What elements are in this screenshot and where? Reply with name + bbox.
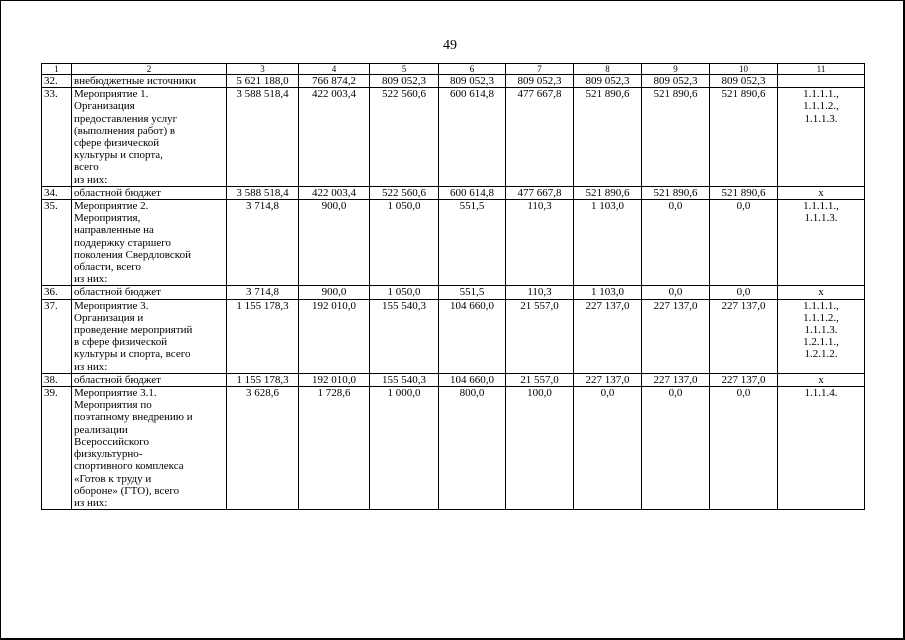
target-reference-cell: 1.1.1.1., 1.1.1.2., 1.1.1.3. 1.2.1.1., 1.2.1.2.	[778, 299, 865, 373]
table-row	[42, 88, 865, 187]
amount-cell: 521 890,6	[710, 88, 778, 187]
amount-cell: 227 137,0	[574, 299, 642, 373]
column-header: 8	[574, 64, 642, 75]
item-name-cell: Мероприятие 2. Мероприятия, направленные на поддержку старшего поколения Свердловской области, всего из них:	[72, 200, 227, 286]
column-header: 1	[42, 64, 72, 75]
amount-cell: 522 560,6	[370, 88, 439, 187]
amount-cell: 900,0	[299, 200, 370, 286]
page-border-top	[0, 0, 905, 1]
column-header: 9	[642, 64, 710, 75]
column-header: 5	[370, 64, 439, 75]
amount-cell: 3 714,8	[227, 286, 299, 299]
row-number-cell: 39.	[42, 387, 72, 510]
amount-cell: 0,0	[574, 387, 642, 510]
amount-cell: 521 890,6	[574, 88, 642, 187]
table-body	[42, 75, 865, 510]
amount-cell: 1 728,6	[299, 387, 370, 510]
amount-cell: 100,0	[506, 387, 574, 510]
amount-cell: 1 103,0	[574, 200, 642, 286]
amount-cell: 3 628,6	[227, 387, 299, 510]
amount-cell: 809 052,3	[574, 75, 642, 88]
amount-cell: 0,0	[710, 286, 778, 299]
amount-cell: 600 614,8	[439, 88, 506, 187]
row-number-cell: 33.	[42, 88, 72, 187]
amount-cell: 21 557,0	[506, 299, 574, 373]
item-name-cell: областной бюджет	[72, 186, 227, 199]
amount-cell: 809 052,3	[439, 75, 506, 88]
amount-cell: 766 874,2	[299, 75, 370, 88]
table-row	[42, 200, 865, 286]
amount-cell: 521 890,6	[642, 88, 710, 187]
target-reference-cell: x	[778, 373, 865, 386]
amount-cell: 1 155 178,3	[227, 373, 299, 386]
row-number-cell: 36.	[42, 286, 72, 299]
amount-cell: 1 103,0	[574, 286, 642, 299]
table-row	[42, 387, 865, 510]
amount-cell: 0,0	[642, 286, 710, 299]
table-row	[42, 286, 865, 299]
table-row	[42, 186, 865, 199]
row-number-cell: 34.	[42, 186, 72, 199]
amount-cell: 0,0	[642, 387, 710, 510]
column-header: 4	[299, 64, 370, 75]
target-reference-cell: 1.1.1.1., 1.1.1.2., 1.1.1.3.	[778, 88, 865, 187]
target-reference-cell	[778, 75, 865, 88]
amount-cell: 227 137,0	[710, 299, 778, 373]
item-name-cell: Мероприятие 1. Организация предоставления услуг (выполнения работ) в сфере физической культуры и спорта, всего из них:	[72, 88, 227, 187]
amount-cell: 21 557,0	[506, 373, 574, 386]
amount-cell: 110,3	[506, 286, 574, 299]
amount-cell: 3 588 518,4	[227, 88, 299, 187]
row-number-cell: 35.	[42, 200, 72, 286]
row-number-cell: 37.	[42, 299, 72, 373]
row-number-cell: 38.	[42, 373, 72, 386]
amount-cell: 521 890,6	[574, 186, 642, 199]
page-number: 49	[443, 38, 457, 53]
amount-cell: 104 660,0	[439, 299, 506, 373]
column-header: 3	[227, 64, 299, 75]
column-header: 11	[778, 64, 865, 75]
budget-table	[41, 63, 865, 510]
item-name-cell: внебюджетные источники	[72, 75, 227, 88]
amount-cell: 0,0	[710, 200, 778, 286]
table-row	[42, 75, 865, 88]
amount-cell: 809 052,3	[506, 75, 574, 88]
amount-cell: 227 137,0	[642, 299, 710, 373]
amount-cell: 192 010,0	[299, 299, 370, 373]
amount-cell: 522 560,6	[370, 186, 439, 199]
amount-cell: 227 137,0	[710, 373, 778, 386]
amount-cell: 422 003,4	[299, 186, 370, 199]
target-reference-cell: 1.1.1.4.	[778, 387, 865, 510]
amount-cell: 1 050,0	[370, 286, 439, 299]
table-header-row	[42, 64, 865, 75]
amount-cell: 521 890,6	[710, 186, 778, 199]
amount-cell: 521 890,6	[642, 186, 710, 199]
amount-cell: 0,0	[642, 200, 710, 286]
amount-cell: 227 137,0	[574, 373, 642, 386]
amount-cell: 800,0	[439, 387, 506, 510]
amount-cell: 3 588 518,4	[227, 186, 299, 199]
amount-cell: 551,5	[439, 286, 506, 299]
amount-cell: 600 614,8	[439, 186, 506, 199]
table-row	[42, 373, 865, 386]
amount-cell: 1 000,0	[370, 387, 439, 510]
item-name-cell: областной бюджет	[72, 373, 227, 386]
column-header: 10	[710, 64, 778, 75]
amount-cell: 422 003,4	[299, 88, 370, 187]
table-row	[42, 299, 865, 373]
amount-cell: 104 660,0	[439, 373, 506, 386]
amount-cell: 809 052,3	[710, 75, 778, 88]
target-reference-cell: x	[778, 286, 865, 299]
row-number-cell: 32.	[42, 75, 72, 88]
amount-cell: 155 540,3	[370, 373, 439, 386]
amount-cell: 155 540,3	[370, 299, 439, 373]
item-name-cell: Мероприятие 3. Организация и проведение мероприятий в сфере физической культуры и спорта, всего из них:	[72, 299, 227, 373]
amount-cell: 809 052,3	[642, 75, 710, 88]
amount-cell: 809 052,3	[370, 75, 439, 88]
amount-cell: 900,0	[299, 286, 370, 299]
amount-cell: 110,3	[506, 200, 574, 286]
amount-cell: 0,0	[710, 387, 778, 510]
target-reference-cell: x	[778, 186, 865, 199]
amount-cell: 1 155 178,3	[227, 299, 299, 373]
amount-cell: 1 050,0	[370, 200, 439, 286]
amount-cell: 477 667,8	[506, 88, 574, 187]
amount-cell: 5 621 188,0	[227, 75, 299, 88]
amount-cell: 477 667,8	[506, 186, 574, 199]
amount-cell: 3 714,8	[227, 200, 299, 286]
amount-cell: 192 010,0	[299, 373, 370, 386]
column-header: 2	[72, 64, 227, 75]
item-name-cell: областной бюджет	[72, 286, 227, 299]
page-border-left	[0, 0, 1, 640]
amount-cell: 551,5	[439, 200, 506, 286]
amount-cell: 227 137,0	[642, 373, 710, 386]
target-reference-cell: 1.1.1.1., 1.1.1.3.	[778, 200, 865, 286]
column-header: 6	[439, 64, 506, 75]
item-name-cell: Мероприятие 3.1. Мероприятия по поэтапному внедрению и реализации Всероссийского физкультурно- спортивного комплекса «Готов к труду и обороне» (ГТО), всего из них:	[72, 387, 227, 510]
column-header: 7	[506, 64, 574, 75]
